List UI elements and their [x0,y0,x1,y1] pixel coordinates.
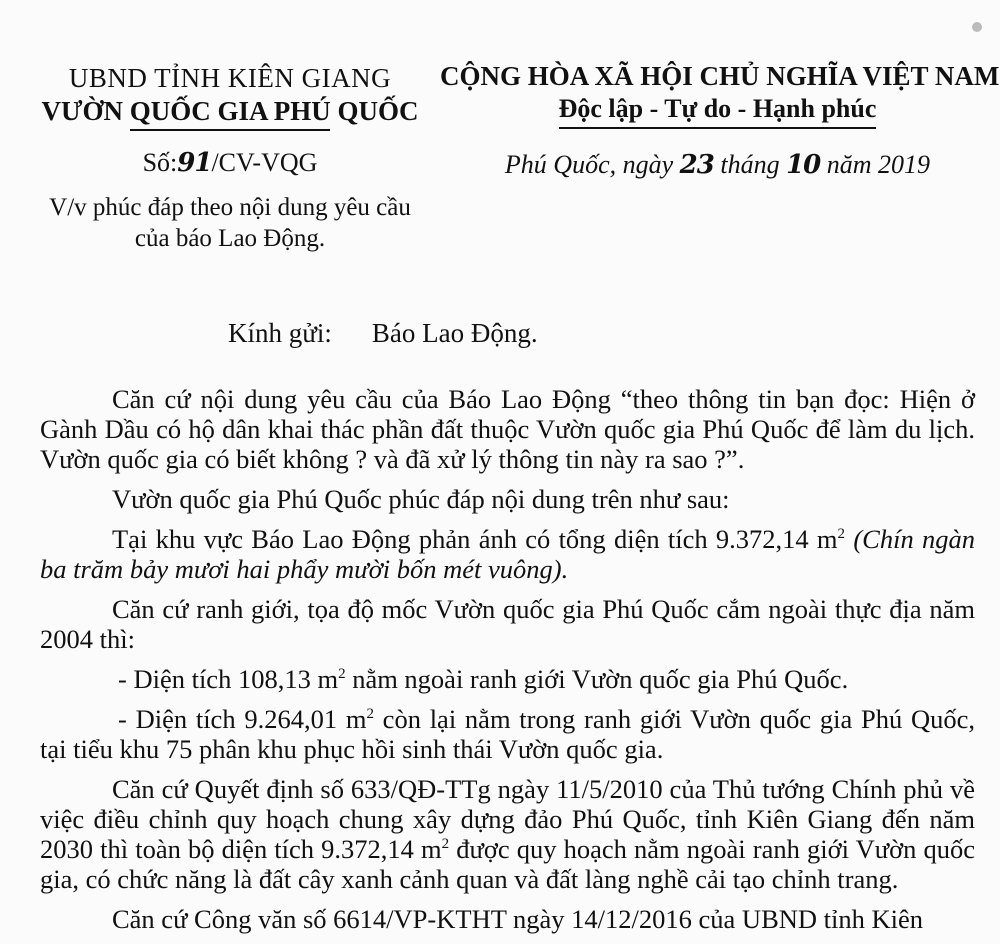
document-number [40,148,420,178]
paragraph-cutoff: Căn cứ Công văn số 6614/VP-KTHT ngày 14/12/2016 của UBND tỉnh Kiên [112,904,924,934]
paragraph-boundary: Căn cứ ranh giới, tọa độ mốc Vườn quốc gia Phú Quốc cắm ngoài thực địa năm 2004 thì: [40,594,975,654]
agency-underline [130,129,330,131]
paragraph-total-area [40,524,975,584]
paragraph-decision [40,774,975,894]
subject-line-1: V/v phúc đáp theo nội dung yêu cầu [49,194,411,221]
area-outside-rest: nằm ngoài ranh giới Vườn quốc gia Phú Quốc. [345,664,849,694]
national-title-block [440,60,1000,129]
date-day-handwritten: 23 [679,150,714,180]
national-motto: Độc lập - Tự do - Hạnh phúc [559,92,877,129]
area-inside-rest: còn lại nằm trong ranh giới Vườn quốc gia Phú Quốc, tại tiểu khu 75 phân khu phục hồi sinh thái Vườn quốc gia. [40,704,975,764]
subject-line-2: của báo Lao Động. [134,225,326,252]
superscript: 2 [338,666,346,683]
total-area-in-words: (Chín ngàn ba trăm bảy mươi hai phẩy mười bốn mét vuông). [40,524,975,584]
date-month-handwritten: 10 [786,150,821,180]
punch-hole-mark [972,22,982,32]
superscript: 2 [366,706,374,723]
recipient: Báo Lao Động. [371,318,538,348]
date-line [440,150,995,180]
date-year: năm 2019 [826,150,931,179]
letter-body [40,384,975,944]
date-prefix: Phú Quốc, ngày [504,150,674,179]
paragraph-area-inside [40,704,975,764]
area-outside-text: - Diện tích 108,13 m [118,664,339,694]
issuing-agency-block [40,62,420,131]
document-number-suffix: /CV-VQG [211,148,318,177]
subject-block [40,192,420,254]
greeting-label: Kính gửi: [228,318,332,348]
paragraph-area-outside [40,664,975,694]
paragraph-reply-intro: Vườn quốc gia Phú Quốc phúc đáp nội dung trên như sau: [112,484,730,514]
parent-agency: UBND TỈNH KIÊN GIANG [68,63,392,93]
national-title: CỘNG HÒA XÃ HỘI CHỦ NGHĨA VIỆT NAM [440,61,1000,91]
greeting [228,318,538,349]
issuing-agency: VƯỜN QUỐC GIA PHÚ QUỐC [41,96,419,126]
document-number-prefix: Số: [142,148,178,177]
decision-text: Căn cứ Quyết định số 633/QĐ-TTg ngày 11/5/2010 của Thủ tướng Chính phủ về việc điều chỉnh quy hoạch chung xây dựng đảo Phú Quốc, tỉnh Kiên Giang đến năm 2030 thì toàn bộ diện tích 9.372,14 m [40,774,975,864]
area-inside-text: - Diện tích 9.264,01 m [118,704,367,734]
total-area-text: Tại khu vực Báo Lao Động phản ánh có tổng diện tích 9.372,14 m [112,524,838,554]
decision-rest: được quy hoạch nằm ngoài ranh giới Vườn quốc gia, có chức năng là đất cây xanh cảnh quan và đất làng nghề cải tạo chỉnh trang. [40,834,975,894]
document-number-handwritten: 91 [177,148,212,178]
superscript: 2 [837,526,846,543]
date-month-label: tháng [720,150,780,179]
superscript: 2 [441,836,450,853]
paragraph-request: Căn cứ nội dung yêu cầu của Báo Lao Động “theo thông tin bạn đọc: Hiện ở Gành Dầu có hộ dân khai thác phần đất thuộc Vườn quốc gia Phú Quốc để làm du lịch. Vườn quốc gia có biết không ? và đã xử lý thông tin này ra sao ?”. [40,384,975,474]
